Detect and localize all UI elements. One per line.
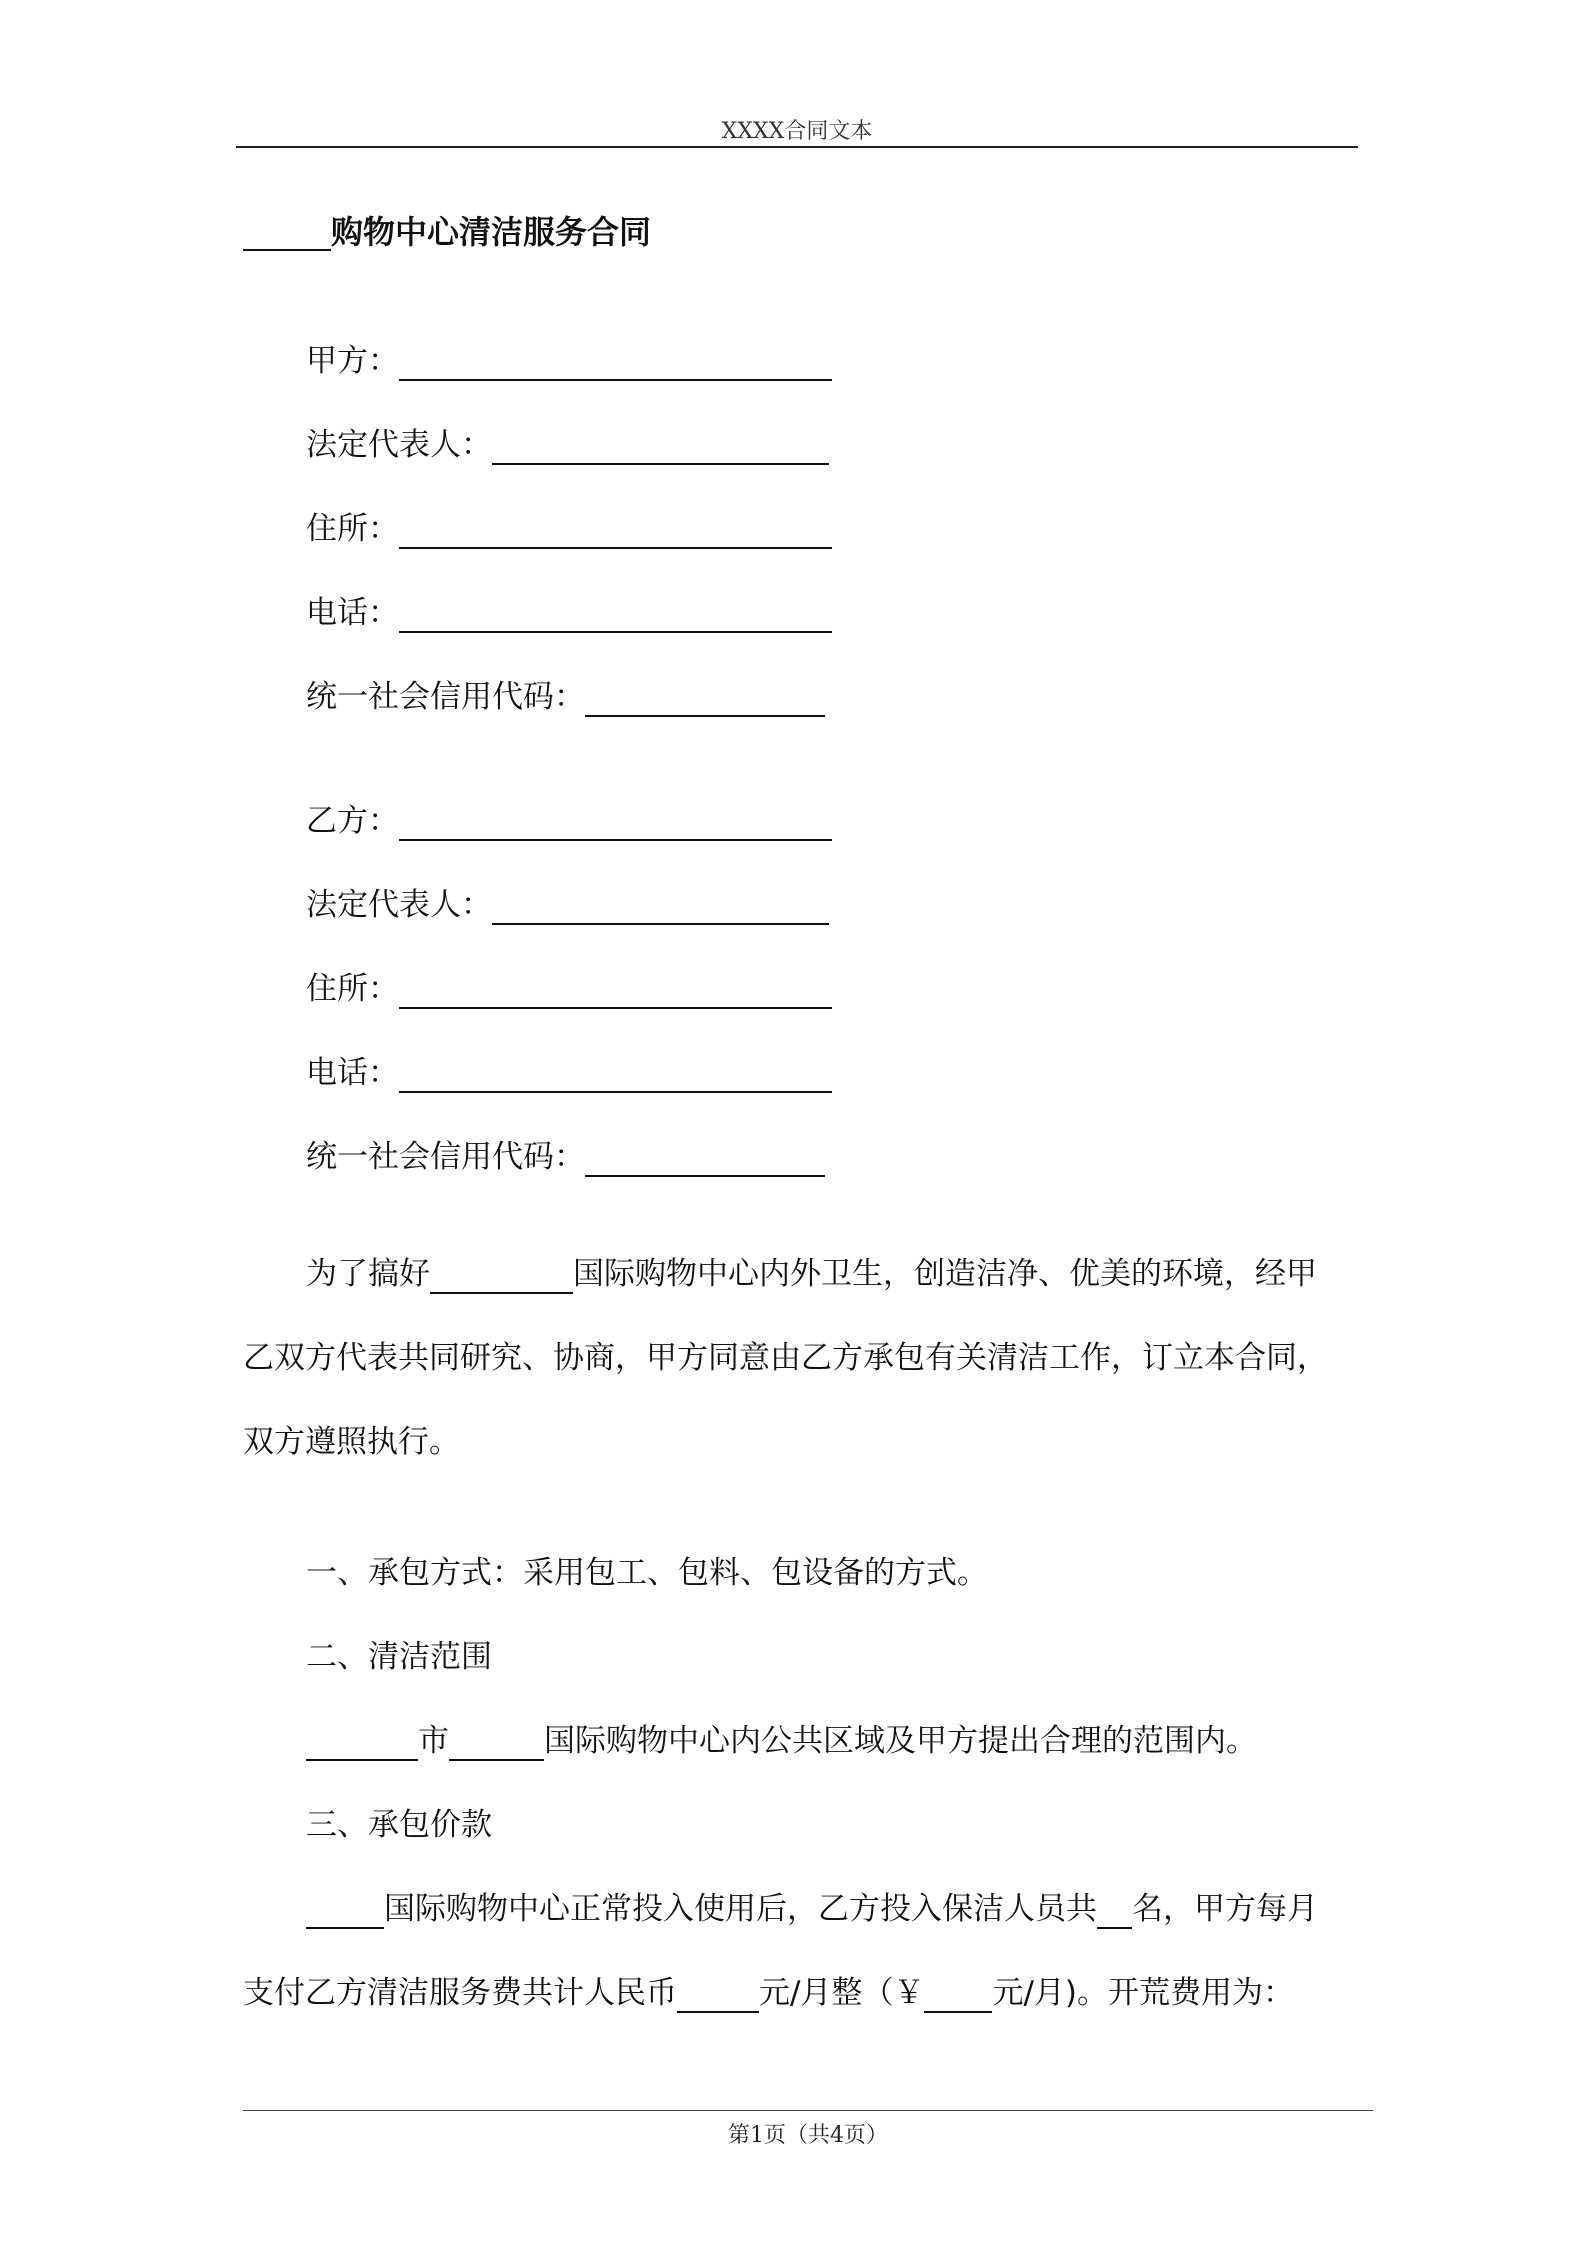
party-b-credit-field [306,1131,825,1177]
party-b-rep-label: 法定代表人： [306,887,492,923]
party-a-phone-blank [399,601,832,633]
party-b-phone-label: 电话： [306,1055,399,1091]
staff-count-blank [1097,1897,1132,1929]
party-a-rep-label: 法定代表人： [306,427,492,463]
party-a-address-blank [399,517,832,549]
fee-number-blank [924,1981,992,2013]
intro-line-1 [243,1232,1353,1316]
title-blank [243,215,331,251]
party-a-phone-field [306,587,832,633]
party-b-phone-field [306,1047,832,1093]
party-b-phone-blank [399,1061,832,1093]
party-b-name-blank [399,809,832,841]
section-3-line-2 [243,1967,1294,2013]
party-a-credit-field [306,671,825,717]
page-number: 第1页（共4页） [728,2123,888,2148]
section-3-line-1 [306,1883,1318,1929]
intro-line-3: 双方遵照执行。 [243,1424,460,1460]
party-a-name-blank [399,349,832,381]
mall-name-blank [306,1897,384,1929]
party-a-name-field [306,335,832,381]
party-b-credit-label: 统一社会信用代码： [306,1139,585,1175]
title-text: 购物中心清洁服务合同 [331,213,652,251]
section-2-body-a: 市 [418,1723,449,1759]
footer-divider [243,2110,1373,2111]
section-1-heading: 一、承包方式：采用包工、包料、包设备的方式。 [306,1555,988,1591]
document-title [243,207,651,253]
party-a-rep-blank [492,433,829,465]
section-3-line-2-a: 支付乙方清洁服务费共计人民币 [243,1975,677,2011]
section-3-heading: 三、承包价款 [306,1807,492,1843]
intro-line-1-a: 为了搞好 [306,1256,430,1292]
party-a-credit-blank [585,685,825,717]
party-b-name-field [306,795,832,841]
intro-paragraph [243,1232,1353,1484]
party-b-address-label: 住所： [306,971,399,1007]
header-divider [236,146,1358,148]
party-b-rep-blank [492,893,829,925]
intro-blank [430,1262,573,1294]
party-b-address-blank [399,977,832,1009]
section-2-body [306,1715,1257,1761]
party-b-credit-blank [585,1145,825,1177]
party-b-rep-field [306,879,829,925]
party-a-name-label: 甲方： [306,343,399,379]
section-3-line-1-b: 名，甲方每月 [1132,1891,1318,1927]
party-b-name-label: 乙方： [306,803,399,839]
section-3-line-1-a: 国际购物中心正常投入使用后，乙方投入保洁人员共 [384,1891,1097,1927]
intro-line-1-b: 国际购物中心内外卫生，创造洁净、优美的环境，经甲 [573,1256,1317,1292]
fee-amount-blank [677,1981,759,2013]
section-2-heading: 二、清洁范围 [306,1639,492,1675]
section-3-line-2-c: 元/月)。开荒费用为： [992,1975,1294,2011]
city-blank [306,1729,418,1761]
district-blank [449,1729,544,1761]
party-b-address-field [306,963,832,1009]
party-a-address-field [306,503,832,549]
intro-line-2: 乙双方代表共同研究、协商，甲方同意由乙方承包有关清洁工作，订立本合同， [243,1340,1328,1376]
party-a-address-label: 住所： [306,511,399,547]
section-2-body-b: 国际购物中心内公共区域及甲方提出合理的范围内。 [544,1723,1257,1759]
page-header: XXXX合同文本 [721,119,873,144]
party-a-credit-label: 统一社会信用代码： [306,679,585,715]
party-a-phone-label: 电话： [306,595,399,631]
party-a-rep-field [306,419,829,465]
section-3-line-2-b: 元/月整（￥ [759,1975,925,2011]
